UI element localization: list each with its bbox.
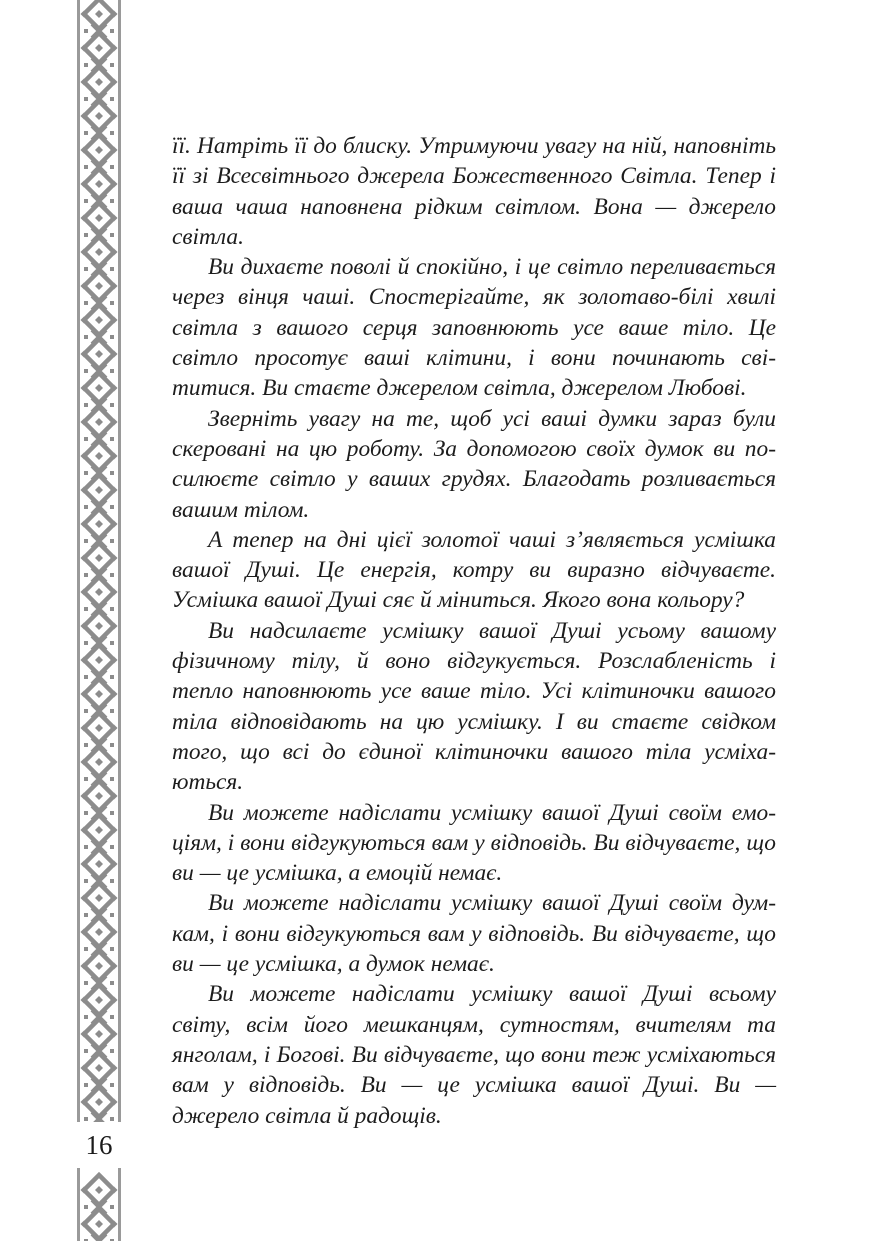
paragraph: А тепер на дні цієї золотої чаші з’являється усмішка вашої Душі. Це енергія, котру ви виразно відчуваєте. Усмішка вашої Душі сяє й міниться. Якого вона кольору? <box>172 526 776 614</box>
page-number: 16 <box>85 1130 113 1160</box>
paragraph: Ви можете надіслати усмішку вашої Душі своїм емоціям, і вони відгукуються вам у відповідь. Ви відчуваєте, що ви — це усмішка, а емоцій немає. <box>172 799 776 887</box>
ornament-border-top <box>76 0 122 1122</box>
ornament-border-bottom <box>76 1168 122 1241</box>
paragraph: Ви дихаєте поволі й спокійно, і це світло переливається через вінця чаші. Спостерігайте, як золотаво-білі хвилі світла з вашого серця заповнюють усе ваше тіло. Це світло просотує ваші клітини, і вони починають світитися. Ви стаєте джерелом світла, джерелом Любові. <box>172 254 776 402</box>
embroidery-pattern <box>76 1168 122 1241</box>
paragraph: її. Натріть її до блиску. Утримуючи увагу на ній, наповніть її зі Всесвітнього джерела Божественного Світла. Тепер і ваша чаша наповнена рідким світлом. Вона — джерело світла. <box>172 133 776 250</box>
body-text <box>172 131 776 1131</box>
paragraph: Ви можете надіслати усмішку вашої Душі всьому світу, всім його мешканцям, сутностям, вчителям та янголам, і Богові. Ви відчуваєте, що вони теж усміхаються вам у відповідь. Ви — це усмішка вашої Душі. Ви — джерело світла й радощів. <box>172 981 776 1129</box>
paragraph: Ви надсилаєте усмішку вашої Душі усьому вашому фізичному тілу, й воно відгукується. Розслабленість і тепло наповнюють усе ваше тіло. Усі клітиночки вашого тіла відповідають на цю усмішку. І ви стаєте свідком того, що всі до єдиної клітиночки вашого тіла усміхаються. <box>172 617 776 796</box>
embroidery-pattern <box>76 0 122 1122</box>
paragraph: Зверніть увагу на те, щоб усі ваші думки зараз були скеровані на цю роботу. За допомогою своїх думок ви посилюєте світло у ваших грудях. Благодать розливається вашим тілом. <box>172 405 776 523</box>
paragraph: Ви можете надіслати усмішку вашої Душі своїм думкам, і вони відгукуються вам у відповідь. Ви відчуваєте, що ви — це усмішка, а думок немає. <box>172 890 776 978</box>
